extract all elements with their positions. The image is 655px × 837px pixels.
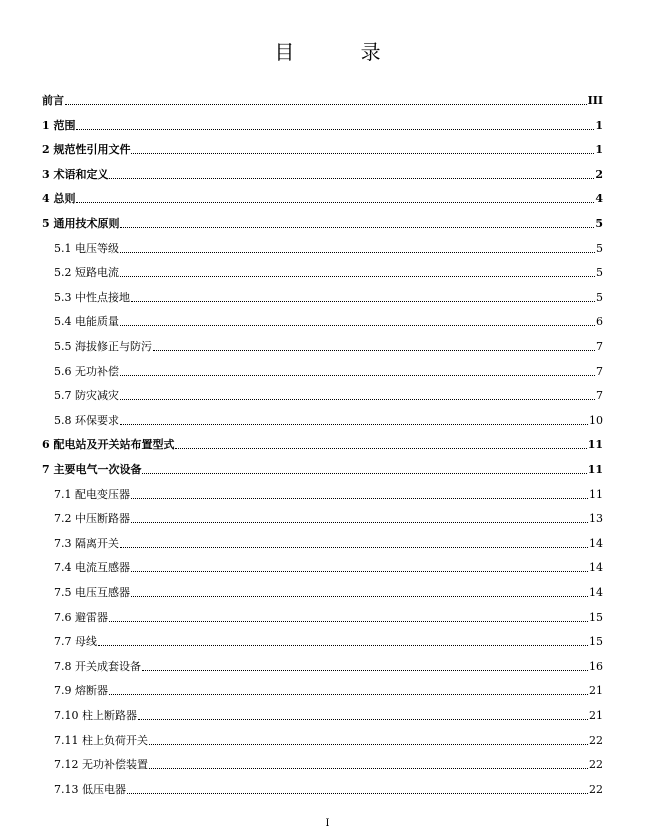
toc-entry-label: 7.13 低压电器: [54, 782, 126, 796]
toc-entry[interactable]: [42, 412, 603, 428]
toc-leader-dots: [76, 128, 594, 130]
toc-leader-dots: [98, 644, 588, 646]
toc-entry-page: 22: [589, 733, 603, 747]
toc-entry-label: 5.8 环保要求: [54, 413, 119, 427]
toc-entry[interactable]: [42, 166, 603, 182]
toc-entry[interactable]: [42, 584, 603, 600]
toc-entry[interactable]: [42, 363, 603, 379]
toc-leader-dots: [120, 374, 595, 376]
toc-entry-page: 10: [589, 413, 603, 427]
toc-entry-page: 22: [589, 782, 603, 796]
toc-entry-label: 7.5 电压互感器: [54, 586, 130, 599]
toc-entry-label: 7.10 柱上断路器: [54, 709, 137, 722]
toc-leader-dots: [131, 152, 594, 154]
toc-leader-dots: [131, 595, 588, 597]
toc-entry-label: 2 规范性引用文件: [42, 143, 131, 157]
toc-leader-dots: [120, 275, 595, 277]
toc-entry-page: 1: [595, 118, 603, 132]
toc-leader-dots: [138, 718, 588, 720]
page-number: I: [325, 818, 330, 829]
toc-entry-label: 5.1 电压等级: [54, 241, 119, 255]
toc-entry[interactable]: [42, 436, 603, 452]
toc-leader-dots: [109, 620, 588, 622]
toc-entry-page: 21: [589, 709, 603, 722]
toc-entry[interactable]: [42, 190, 603, 206]
toc-entry-label: 7.1 配电变压器: [54, 487, 130, 501]
toc-entry-page: 1: [595, 143, 603, 157]
toc-leader-dots: [127, 792, 588, 794]
toc-leader-dots: [131, 497, 588, 499]
toc-entry[interactable]: [42, 289, 603, 305]
toc-entry[interactable]: [42, 510, 603, 526]
toc-entry-page: 15: [589, 635, 603, 649]
toc-entry[interactable]: [42, 559, 603, 575]
toc-leader-dots: [131, 570, 588, 572]
toc-entry[interactable]: [42, 313, 603, 329]
toc-leader-dots: [120, 423, 588, 425]
toc-entry[interactable]: [42, 535, 603, 551]
toc-entry-page: 7: [596, 340, 603, 353]
toc-entry-label: 5.2 短路电流: [54, 266, 119, 280]
toc-leader-dots: [109, 177, 594, 179]
toc-entry[interactable]: [42, 756, 603, 772]
toc-entry-page: III: [587, 94, 603, 107]
toc-entry-page: 5: [596, 266, 603, 280]
toc-leader-dots: [76, 201, 594, 203]
toc-entry-label: 5.7 防灾减灾: [54, 389, 119, 403]
toc-entry[interactable]: [42, 117, 603, 133]
toc-entry-page: 5: [596, 290, 603, 304]
toc-entry-page: 5: [596, 241, 603, 255]
toc-entry-label: 3 术语和定义: [42, 167, 109, 181]
toc-leader-dots: [120, 546, 588, 548]
toc-entry-label: 1 范围: [42, 118, 76, 132]
toc-entry[interactable]: [42, 633, 603, 649]
toc-entry-page: 5: [595, 217, 603, 230]
toc-entry-label: 6 配电站及开关站布置型式: [42, 438, 175, 452]
toc-leader-dots: [109, 693, 588, 695]
toc-entry[interactable]: [42, 682, 603, 698]
toc-entry-page: 11: [589, 487, 603, 501]
toc-leader-dots: [175, 447, 586, 449]
toc-entry-page: 14: [589, 586, 603, 599]
toc-leader-dots: [120, 398, 595, 400]
toc-leader-dots: [131, 300, 595, 302]
toc-entry[interactable]: [42, 264, 603, 280]
toc-entry[interactable]: [42, 461, 603, 477]
toc-leader-dots: [149, 743, 588, 745]
toc-entry-page: 2: [595, 167, 603, 181]
toc-entry-label: 5.6 无功补偿: [54, 364, 119, 378]
toc-entry-label: 5.4 电能质量: [54, 315, 119, 329]
toc-entry-label: 7.8 开关成套设备: [54, 659, 141, 673]
toc-entry-page: 16: [589, 659, 603, 673]
toc-entry-page: 21: [589, 684, 603, 698]
toc-entry-label: 5 通用技术原则: [42, 217, 120, 230]
toc-entry-label: 7.11 柱上负荷开关: [54, 733, 148, 747]
toc-entry[interactable]: [42, 387, 603, 403]
toc-entry[interactable]: [42, 240, 603, 256]
toc-entry-page: 13: [589, 512, 603, 526]
toc-entry-label: 7.3 隔离开关: [54, 536, 119, 550]
toc-entry[interactable]: [42, 707, 603, 723]
toc-entry-label: 4 总则: [42, 192, 76, 206]
toc-entry-label: 前言: [42, 94, 64, 107]
toc-entry[interactable]: [42, 732, 603, 748]
toc-entry-page: 11: [587, 463, 603, 476]
toc-entry-page: 22: [589, 758, 603, 772]
toc-entry-label: 7.4 电流互感器: [54, 561, 130, 575]
toc-entry-page: 7: [596, 389, 603, 403]
toc-leader-dots: [131, 521, 588, 523]
toc-leader-dots: [120, 324, 595, 326]
toc-leader-dots: [142, 669, 588, 671]
toc-leader-dots: [149, 767, 588, 769]
toc-entry-label: 7.9 熔断器: [54, 684, 108, 698]
toc-entry-page: 14: [589, 561, 603, 575]
toc-entry[interactable]: [42, 658, 603, 674]
toc-leader-dots: [153, 349, 595, 351]
toc-leader-dots: [142, 472, 586, 474]
toc-entry-page: 6: [596, 315, 603, 329]
toc-entry-label: 7.2 中压断路器: [54, 512, 130, 526]
toc-leader-dots: [120, 251, 595, 253]
toc-entry-page: 15: [589, 610, 603, 624]
toc-leader-dots: [65, 103, 587, 105]
toc-entry-label: 5.5 海拔修正与防污: [54, 340, 152, 353]
toc-entry-label: 7 主要电气一次设备: [42, 463, 142, 476]
toc-entry[interactable]: [42, 215, 603, 231]
toc-entry-label: 7.7 母线: [54, 635, 97, 649]
toc-entry[interactable]: [42, 609, 603, 625]
toc-entry[interactable]: [42, 338, 603, 354]
toc-entry-page: 4: [595, 192, 603, 206]
toc-entry[interactable]: [42, 781, 603, 797]
toc-entry-page: 7: [596, 364, 603, 378]
toc-leader-dots: [120, 226, 594, 228]
toc-entry-page: 11: [587, 438, 603, 452]
toc-entry[interactable]: [42, 92, 603, 108]
toc-entry-label: 7.12 无功补偿装置: [54, 758, 148, 772]
toc-entry-label: 5.3 中性点接地: [54, 290, 130, 304]
toc-entry-page: 14: [589, 536, 603, 550]
toc-entry[interactable]: [42, 486, 603, 502]
toc-entry-label: 7.6 避雷器: [54, 610, 108, 624]
toc-entry[interactable]: [42, 141, 603, 157]
page-title: 目 录: [274, 40, 411, 64]
